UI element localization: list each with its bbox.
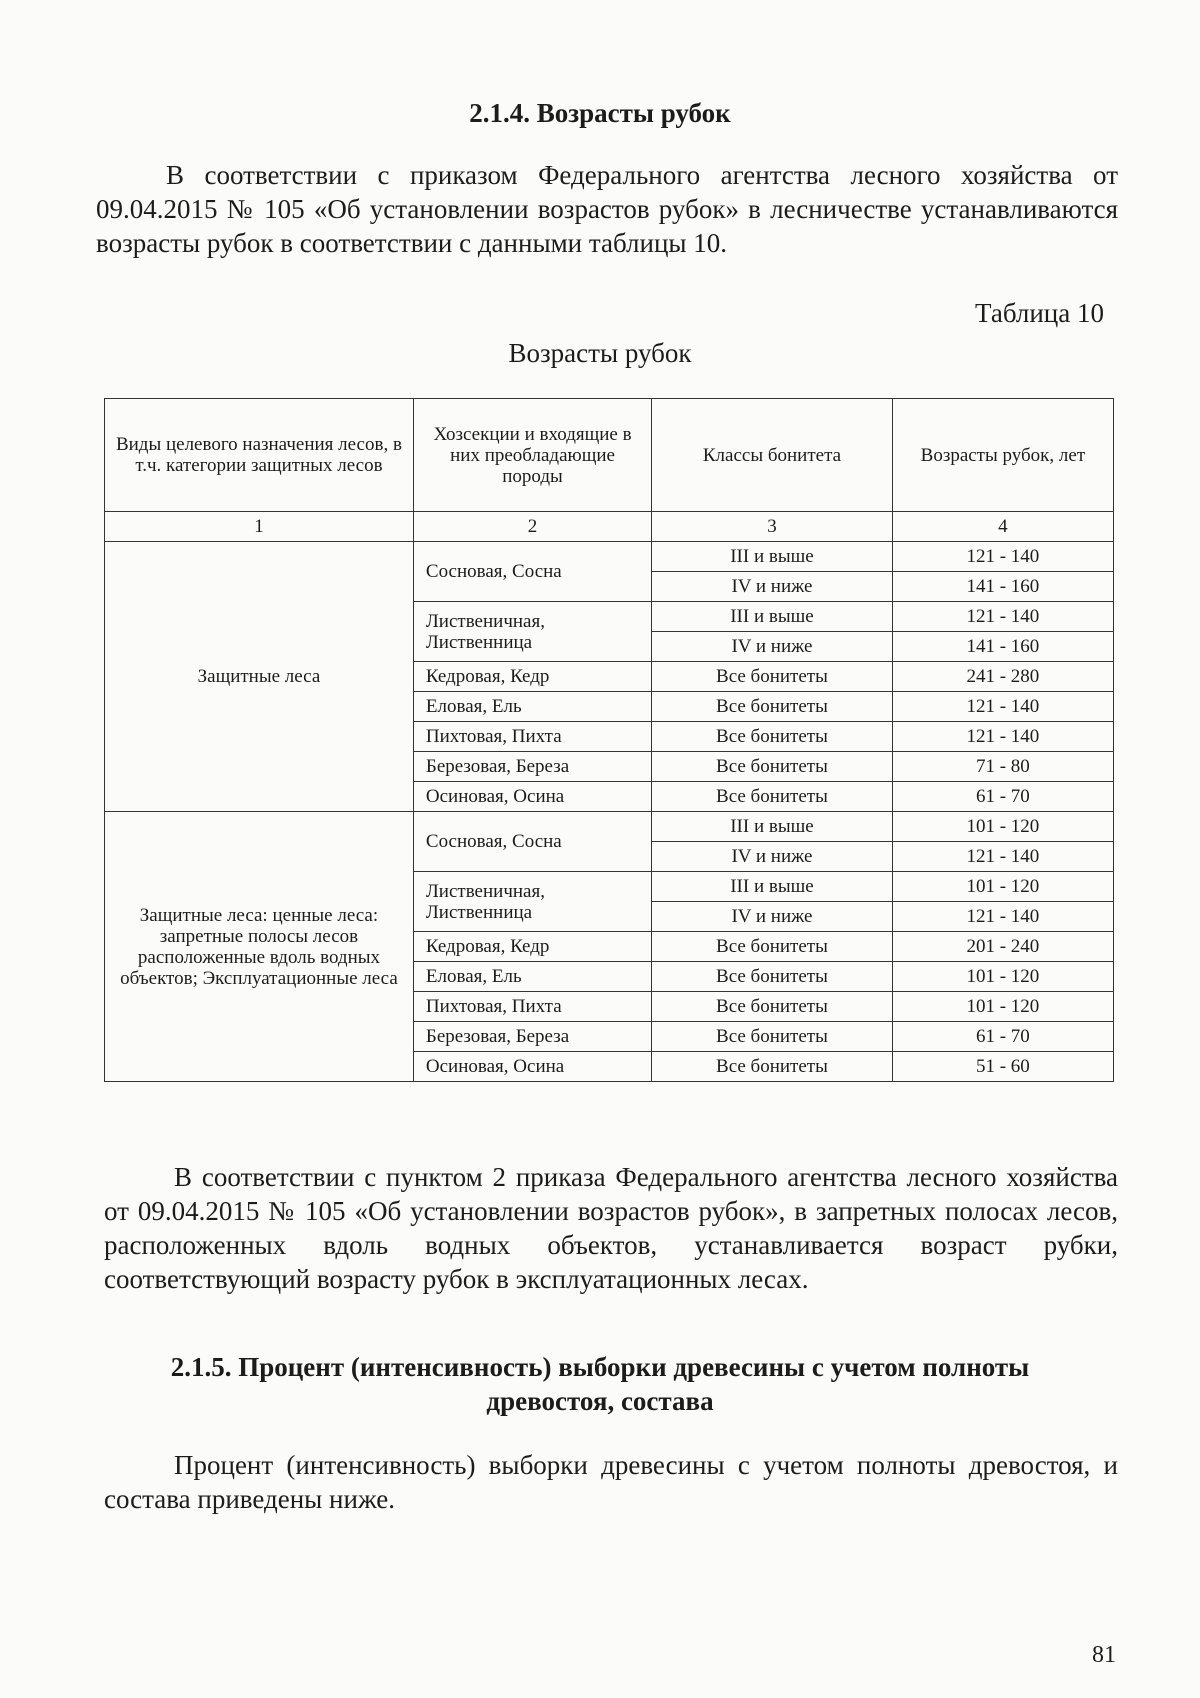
class-cell: Все бонитеты bbox=[652, 662, 893, 692]
age-cell: 51 - 60 bbox=[892, 1052, 1113, 1082]
section-cell: Пихтовая, Пихта bbox=[413, 722, 651, 752]
section-title-2-1-4: 2.1.4. Возрасты рубок bbox=[469, 98, 731, 128]
table-header-row bbox=[105, 399, 1114, 512]
age-cell: 101 - 120 bbox=[892, 872, 1113, 902]
header-cell-cutting-age: Возрасты рубок, лет bbox=[892, 399, 1113, 512]
after-table-paragraph: В соответствии с пунктом 2 приказа Федерального агентства лесного хозяйства от 09.04.2015 № 105 «Об установлении возрастов рубок», в запретных полосах лесов, расположенных вдоль водных объектов, устанавливается возраст рубки, соответствующий возрасту рубок в эксплуатационных лесах. bbox=[104, 1162, 1118, 1294]
class-cell: III и выше bbox=[652, 812, 893, 842]
class-cell: Все бонитеты bbox=[652, 752, 893, 782]
age-cell: 61 - 70 bbox=[892, 1022, 1113, 1052]
age-cell: 121 - 140 bbox=[892, 692, 1113, 722]
age-cell: 101 - 120 bbox=[892, 992, 1113, 1022]
age-cell: 71 - 80 bbox=[892, 752, 1113, 782]
section-cell: Лиственичная, Лиственница bbox=[413, 872, 651, 932]
class-cell: Все бонитеты bbox=[652, 722, 893, 752]
class-cell: III и выше bbox=[652, 602, 893, 632]
section-cell: Березовая, Береза bbox=[413, 752, 651, 782]
class-cell: Все бонитеты bbox=[652, 1022, 893, 1052]
age-cell: 121 - 140 bbox=[892, 722, 1113, 752]
section-cell: Сосновая, Сосна bbox=[413, 542, 651, 602]
section-cell: Осиновая, Осина bbox=[413, 1052, 651, 1082]
page-number: 81 bbox=[1092, 1642, 1116, 1668]
table-caption: Возрасты рубок bbox=[508, 338, 692, 368]
cutting-ages-table bbox=[104, 398, 1114, 1082]
section-cell: Лиственичная, Лиственница bbox=[413, 602, 651, 662]
header-cell-site-class: Классы бонитета bbox=[652, 399, 893, 512]
table-label: Таблица 10 bbox=[975, 298, 1104, 328]
age-cell: 121 - 140 bbox=[892, 542, 1113, 572]
class-cell: IV и ниже bbox=[652, 902, 893, 932]
column-number: 3 bbox=[652, 512, 893, 542]
class-cell: III и выше bbox=[652, 872, 893, 902]
column-number: 2 bbox=[413, 512, 651, 542]
age-cell: 241 - 280 bbox=[892, 662, 1113, 692]
age-cell: 141 - 160 bbox=[892, 572, 1113, 602]
column-number: 1 bbox=[105, 512, 414, 542]
header-cell-economic-section: Хозсекции и входящие в них преобладающие породы bbox=[413, 399, 651, 512]
column-number: 4 bbox=[892, 512, 1113, 542]
class-cell: IV и ниже bbox=[652, 632, 893, 662]
age-cell: 101 - 120 bbox=[892, 812, 1113, 842]
class-cell: Все бонитеты bbox=[652, 932, 893, 962]
class-cell: III и выше bbox=[652, 542, 893, 572]
age-cell: 61 - 70 bbox=[892, 782, 1113, 812]
category-cell: Защитные леса: ценные леса: запретные полосы лесов расположенные вдоль водных объектов; Эксплуатационные леса bbox=[105, 812, 414, 1082]
class-cell: Все бонитеты bbox=[652, 962, 893, 992]
section-2-1-5-paragraph: Процент (интенсивность) выборки древесины с учетом полноты древостоя, и состава приведены ниже. bbox=[104, 1450, 1118, 1514]
category-cell: Защитные леса bbox=[105, 542, 414, 812]
age-cell: 201 - 240 bbox=[892, 932, 1113, 962]
section-cell: Кедровая, Кедр bbox=[413, 932, 651, 962]
header-cell-forest-purpose: Виды целевого назначения лесов, в т.ч. категории защитных лесов bbox=[105, 399, 414, 512]
section-cell: Еловая, Ель bbox=[413, 692, 651, 722]
age-cell: 121 - 140 bbox=[892, 602, 1113, 632]
section-cell: Осиновая, Осина bbox=[413, 782, 651, 812]
age-cell: 121 - 140 bbox=[892, 842, 1113, 872]
class-cell: Все бонитеты bbox=[652, 782, 893, 812]
section-cell: Березовая, Береза bbox=[413, 1022, 651, 1052]
class-cell: Все бонитеты bbox=[652, 992, 893, 1022]
section-cell: Пихтовая, Пихта bbox=[413, 992, 651, 1022]
class-cell: Все бонитеты bbox=[652, 1052, 893, 1082]
intro-paragraph: В соответствии с приказом Федерального агентства лесного хозяйства от 09.04.2015 № 105 «Об установлении возрастов рубок» в лесничестве устанавливаются возрасты рубок в соответствии с данными таблицы 10. bbox=[96, 160, 1118, 258]
age-cell: 121 - 140 bbox=[892, 902, 1113, 932]
class-cell: IV и ниже bbox=[652, 572, 893, 602]
age-cell: 101 - 120 bbox=[892, 962, 1113, 992]
section-title-2-1-5-line2: древостоя, состава bbox=[486, 1386, 714, 1416]
class-cell: Все бонитеты bbox=[652, 692, 893, 722]
section-cell: Еловая, Ель bbox=[413, 962, 651, 992]
column-number-row bbox=[105, 512, 1114, 542]
table-row bbox=[105, 812, 1114, 842]
section-title-2-1-5-line1: 2.1.5. Процент (интенсивность) выборки древесины с учетом полноты bbox=[170, 1352, 1030, 1382]
table-row bbox=[105, 542, 1114, 572]
age-cell: 141 - 160 bbox=[892, 632, 1113, 662]
section-cell: Кедровая, Кедр bbox=[413, 662, 651, 692]
section-cell: Сосновая, Сосна bbox=[413, 812, 651, 872]
class-cell: IV и ниже bbox=[652, 842, 893, 872]
